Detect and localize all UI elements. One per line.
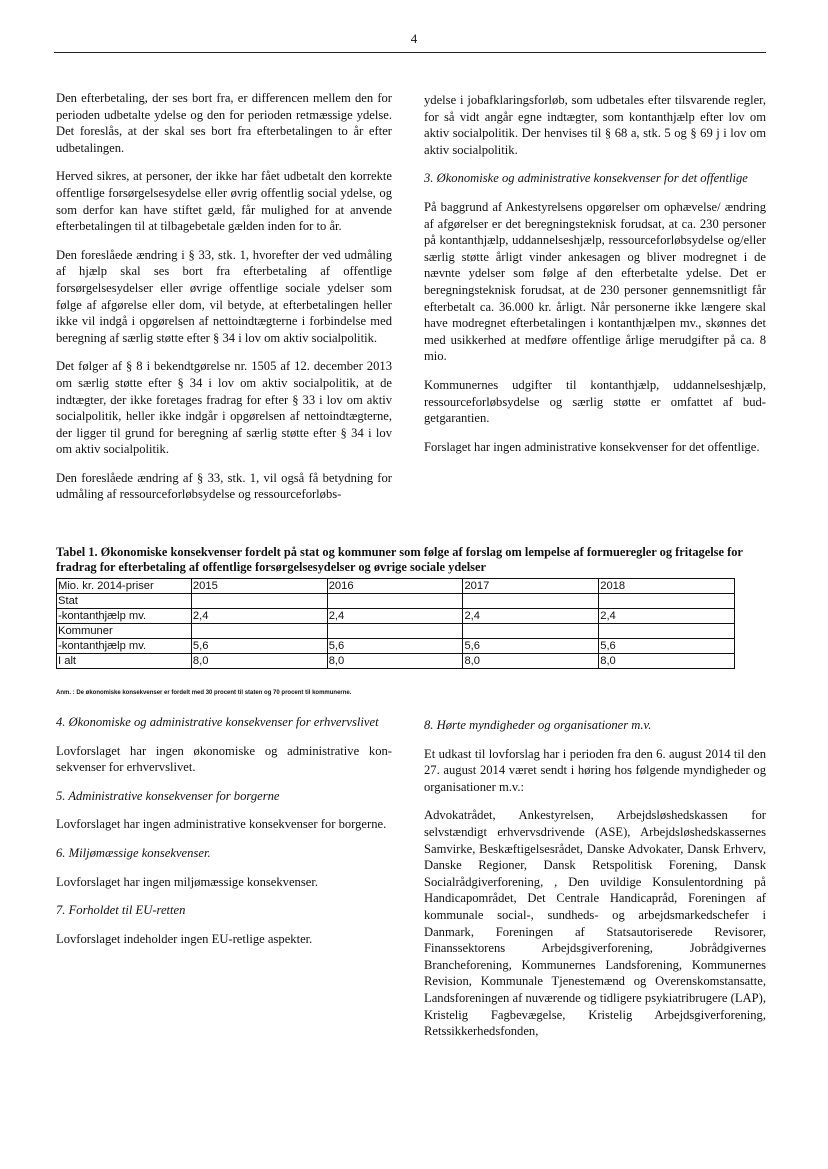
table-cell: 2,4 (599, 609, 735, 624)
economic-consequences-table (56, 578, 735, 669)
paragraph: Det følger af § 8 i bekendtgørelse nr. 1505 af 12. december 2013 om særlig støtte efter § 34 i lov om aktiv socialpolitik, at de indtægter, der ikke foretages fradrag for efter § 33 i lov om aktiv socialpolitik, heller ikke indgår i opgørelsen af nettoindtægterne, der ligger til grund for beregning af særlig støtte efter § 34 i lov om aktiv socialpolitik. (56, 359, 392, 457)
table-cell: 8,0 (327, 654, 463, 669)
table-row (57, 624, 735, 639)
table-header-cell: Mio. kr. 2014-priser (57, 579, 192, 594)
left-column-top (56, 90, 392, 515)
table-cell: Stat (57, 594, 192, 609)
table-cell: 5,6 (463, 639, 599, 654)
page-number: 4 (410, 31, 418, 46)
right-column-bottom (424, 717, 766, 1052)
table-cell (327, 624, 463, 639)
table-cell (463, 594, 599, 609)
paragraph: Lovforslaget har ingen miljømæssige konsekvenser. (56, 874, 318, 889)
table-cell: 5,6 (191, 639, 327, 654)
table-cell: 2,4 (327, 609, 463, 624)
table-cell (327, 594, 463, 609)
paragraph: Et udkast til lovforslag har i perioden fra den 6. august 2014 til den 27. august 2014 været sendt i høring hos følgende myndigheder og organisationer m.v.: (424, 746, 766, 794)
paragraph: Kommunernes udgifter til kontanthjælp, uddannelseshjælp, ressourceforløbsydelse og særlig støtte er omfattet af budgetgarantien. (424, 377, 766, 426)
table-row (57, 609, 735, 624)
table-cell: 5,6 (327, 639, 463, 654)
table-row (57, 654, 735, 669)
paragraph: Advokatrådet, Ankestyrelsen, Arbejdsløshedskassen for selvstændigt erhvervsdrivende (ASE), Arbejdsløshedskassernes Samvirke, Beskæftigelsesrådet, Danske Advokater, Dansk Erhverv, Danske Regioner, Dansk Retspolitisk Forening, Dansk Socialrådgiverforening, , Den uvildige Konsulentordning på Handicapområdet, Det Centrale Handicapråd, Foreningen af kommunale social-, sundheds- og arbejdsmarkedschefer i Danmark, Foreningen af Statsautoriserede Revisorer, Finanssektorens Arbejdsgiverforening, Jobrådgivernes Brancheforening, Kommunernes Landsforening, Kommunernes Revision, Kommunale Tjenestemænd og Overenskomstansatte, Landsforeningen af nuværende og tidligere psykiatribrugere (LAP), Kristelig Fagbevægelse, Kristelig Arbejdsgiverforening, Retssikkerhedsfonden, (424, 808, 766, 1039)
table-cell (599, 594, 735, 609)
right-column-top (424, 92, 766, 467)
section-heading-7: 7. Forholdet til EU-retten (56, 903, 186, 918)
table-row (57, 639, 735, 654)
paragraph: Den efterbetaling, der ses bort fra, er differencen mellem den for perioden udbetalte ydelse og den for perioden retmæssige ydelse. Det foreslås, at der skal ses bort fra efterbetalingen to år efter udbetalingen. (56, 91, 392, 155)
table-cell: I alt (57, 654, 192, 669)
table-cell: 8,0 (191, 654, 327, 669)
table-cell: Kommuner (57, 624, 192, 639)
paragraph: ydelse i jobafklaringsforløb, som udbetales efter tilsvarende regler, for så vidt angår egne indtægter, som kontanthjælp efter lov om aktiv socialpolitik. Der henvises til § 68 a, stk. 5 og § 69 j i lov om aktiv socialpolitik. (424, 93, 766, 157)
table-cell: 2,4 (191, 609, 327, 624)
paragraph: Lovforslaget indeholder ingen EU-retlige aspekter. (56, 931, 313, 946)
left-column-bottom (56, 714, 392, 959)
paragraph: Lovforslaget har ingen administrative konsekvenser for borgerne. (56, 817, 387, 832)
table-cell: 8,0 (599, 654, 735, 669)
section-heading-5: 5. Administrative konsekvenser for borgerne (56, 788, 280, 803)
table-cell: -kontanthjælp mv. (57, 639, 192, 654)
paragraph: Den foreslåede ændring af § 33, stk. 1, vil også få betydning for udmåling af ressourceforløbsydelse og ressourceforløbs- (56, 470, 392, 502)
section-heading-8: 8. Hørte myndigheder og organisationer m.v. (424, 718, 652, 732)
table-header-cell: 2015 (191, 579, 327, 594)
table-header-cell: 2018 (599, 579, 735, 594)
table-cell: 2,4 (463, 609, 599, 624)
table-cell (463, 624, 599, 639)
section-heading-6: 6. Miljømæssige konsekvenser. (56, 845, 211, 860)
table-cell: -kontanthjælp mv. (57, 609, 192, 624)
paragraph: Herved sikres, at personer, der ikke har fået udbetalt den korrekte offentlige forsørgelsesydelse eller øvrig offentlig social ydelse, og som derfor kan have stiftet gæld, får mulighed for at anvende efterbetalingen til at tilbagebetale gælden inden for to år. (56, 169, 392, 234)
table-cell (191, 624, 327, 639)
paragraph: Den foreslåede ændring i § 33, stk. 1, hvorefter der ved udmåling af hjælp skal ses bort fra efterbetaling af offentlige forsørgelsesydelser eller øvrige offentlige sociale ydelser som følge af afgørelse eller dom, vil betyde, at efterbetalingen heller ikke vil indgå i opgørelsen af nettoindtægterne i forbindelse med beregning af særlig støtte efter § 34 i lov om aktiv socialpolitik. (56, 247, 392, 345)
section-heading-4: 4. Økonomiske og administrative konsekvenser for erhvervslivet (56, 715, 379, 729)
table-caption: Tabel 1. Økonomiske konsekvenser fordelt på stat og kommuner som følge af forslag om lempelse af formueregler og fritagelse for fradrag for efterbetaling af offentlige forsørgelsesydelser og øvrige sociale ydelser (56, 545, 743, 574)
table-row (57, 594, 735, 609)
paragraph: Forslaget har ingen administrative konsekvenser for det offentlige. (424, 439, 760, 454)
table-header-row (57, 579, 735, 594)
table-header-cell: 2016 (327, 579, 463, 594)
table-cell (599, 624, 735, 639)
paragraph: Lovforslaget har ingen økonomiske og administrative konsekvenser for erhvervslivet. (56, 743, 392, 775)
section-heading-3: 3. Økonomiske og administrative konsekvenser for det offentlige (424, 171, 748, 186)
paragraph: På baggrund af Ankestyrelsens opgørelser om ophævelse/ ændring af afgørelser er det beregningsteknisk forudsat, at ca. 230 personer på kontanthjælp, uddannelseshjælp, ressourceforløbsydelse og/eller særlig støtte årligt vinder ankesagen og bliver modregnet i de nævnte ydelser som følge af den efterbetalte ydelse. Det er beregningsteknisk forudsat, at de 230 personer gennemsnitligt får efterbetalt ca. 36.000 kr. årligt. Når personerne ikke længere skal have modregnet efterbetalingen i kontanthjælpen mv., skønnes det med usikkerhed at medføre offentlige årlige merudgifter på ca. 8 mio. (424, 199, 766, 364)
table-cell: 5,6 (599, 639, 735, 654)
table-cell (191, 594, 327, 609)
table-header-cell: 2017 (463, 579, 599, 594)
table-cell: 8,0 (463, 654, 599, 669)
header-rule (54, 52, 766, 53)
table-note: Anm. : De økonomiske konsekvenser er fordelt med 30 procent til staten og 70 procent til kommunerne. (56, 690, 352, 696)
